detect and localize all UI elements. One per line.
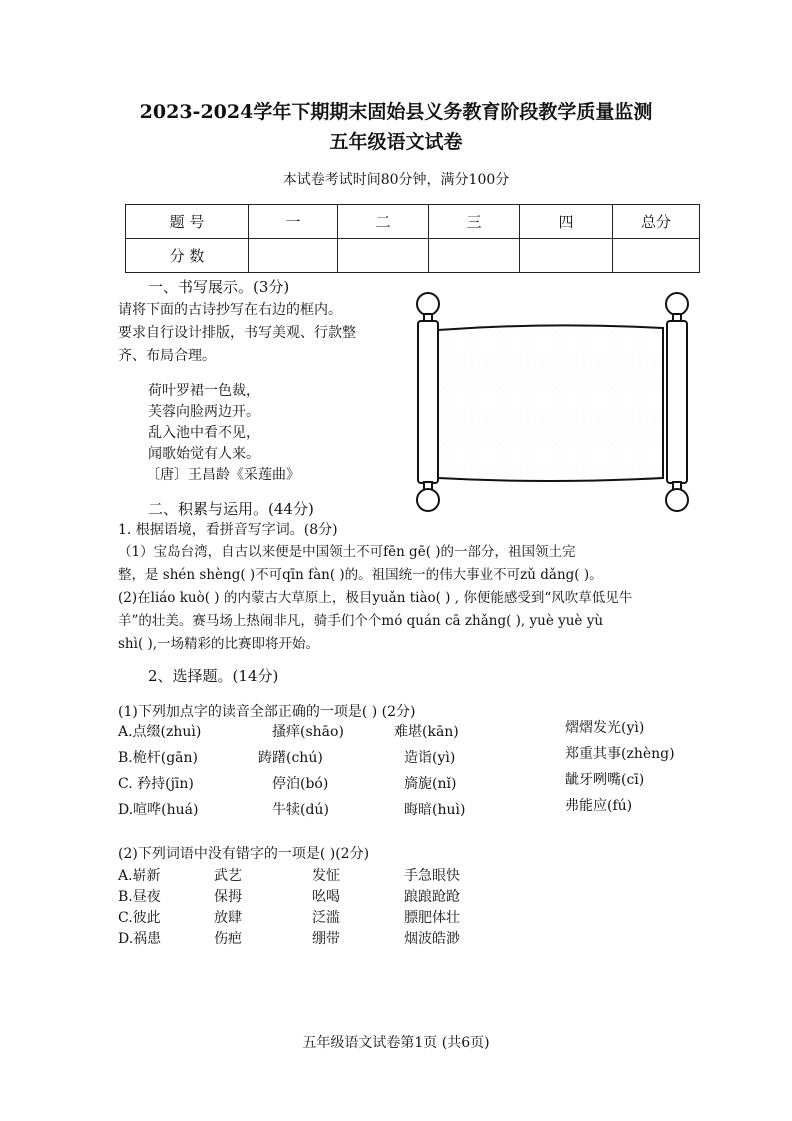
scroll-writing-box[interactable] <box>408 288 700 516</box>
poem-attribution: 〔唐〕王昌龄《采莲曲》 <box>146 467 300 483</box>
option-b-word1: B.昼夜 <box>118 889 161 905</box>
instruction-line: 请将下面的古诗抄写在右边的框内。 <box>118 302 342 318</box>
table-cell: 分 数 <box>126 239 249 273</box>
option-c-word4: 膘肥体壮 <box>404 910 460 926</box>
option-b-word4: 郑重其事(zhèng) <box>565 746 675 762</box>
score-table-score-row <box>126 239 700 273</box>
scroll-right-roller <box>666 293 688 511</box>
score-input-cell[interactable] <box>249 239 338 273</box>
question1-line: （1）宝岛台湾，自古以来便是中国领土不可fēn gē( )的一部分，祖国领土完 <box>118 544 576 560</box>
exam-title: 2023-2024学年下期期末固始县义务教育阶段教学质量监测 <box>139 101 653 123</box>
option-d-word1: D.祸患 <box>118 931 162 947</box>
question2-title: 2、选择题。(14分) <box>148 667 279 685</box>
poem-line: 乱入池中看不见， <box>148 425 260 441</box>
score-input-cell[interactable] <box>520 239 613 273</box>
option-c-word2: 停泊(bó) <box>272 776 329 792</box>
option-a-word4: 手急眼快 <box>404 868 460 884</box>
page-footer: 五年级语文试卷第1页 (共6页) <box>302 1035 490 1051</box>
poem-line: 芙蓉向脸两边开。 <box>148 404 260 420</box>
option-c-word1: C.彼此 <box>118 910 161 926</box>
poem-line: 闻歌始觉有人来。 <box>148 446 260 462</box>
option-d-word4: 烟波皓渺 <box>404 931 460 947</box>
option-a-word2: 武艺 <box>214 868 242 884</box>
option-b-word1: B.桅杆(gān) <box>118 750 198 766</box>
option-b-word2: 踌躇(chú) <box>258 750 323 766</box>
option-c-word3: 泛滥 <box>312 910 340 926</box>
option-b-word3: 吆喝 <box>312 889 340 905</box>
score-input-cell[interactable] <box>613 239 700 273</box>
exam-info: 本试卷考试时间80分钟，满分100分 <box>282 172 510 188</box>
option-c-word1: C. 矜持(jīn) <box>118 776 194 792</box>
option-b-word2: 保拇 <box>214 889 242 905</box>
table-cell: 一 <box>249 205 338 239</box>
question1-title: 1. 根据语境，看拼音写字词。(8分) <box>118 522 338 538</box>
option-a-word3: 难堪(kān) <box>394 724 459 740</box>
exam-subtitle: 五年级语文试卷 <box>329 131 463 153</box>
option-a-word1: A.点缀(zhuì) <box>118 724 202 740</box>
option-d-word1: D.喧哗(huá) <box>118 802 199 818</box>
section2-heading: 二、积累与运用。(44分) <box>148 500 314 518</box>
poem-line: 荷叶罗裙一色裁， <box>148 383 260 399</box>
question1-line: 整，是 shén shèng( )不可qīn fàn( )的。祖国统一的伟大事业不可zǔ dǎng( )。 <box>118 567 603 583</box>
question2-2-stem: (2)下列词语中没有错字的一项是( )(2分) <box>118 846 370 862</box>
option-a-word3: 发怔 <box>312 868 340 884</box>
score-table-header-row <box>126 205 700 239</box>
scroll-left-roller <box>417 293 439 511</box>
section1-heading: 一、书写展示。(3分) <box>148 278 290 296</box>
option-d-word4: 弗能应(fú) <box>565 798 633 814</box>
option-a-word4: 熠熠发光(yì) <box>565 720 645 736</box>
table-cell: 题 号 <box>126 205 249 239</box>
score-table <box>125 204 700 273</box>
option-d-word2: 牛犊(dú) <box>272 802 329 818</box>
table-cell: 四 <box>520 205 613 239</box>
option-a-word1: A.崭新 <box>118 868 161 884</box>
question1-line: shì( ),一场精彩的比赛即将开始。 <box>118 636 320 652</box>
option-d-word2: 伤疤 <box>214 931 242 947</box>
table-cell: 总分 <box>613 205 700 239</box>
option-b-word4: 踉踉跄跄 <box>404 889 460 905</box>
option-b-word3: 造诣(yì) <box>404 750 456 766</box>
question1-line: 羊”的壮美。赛马场上热闹非凡，骑手们个个mó quán cā zhǎng( ), yuè yuè yù <box>118 613 604 629</box>
table-cell: 二 <box>338 205 429 239</box>
table-cell: 三 <box>429 205 520 239</box>
option-d-word3: 晦暗(huì) <box>404 802 466 818</box>
score-input-cell[interactable] <box>338 239 429 273</box>
option-c-word3: 旖旎(nǐ) <box>404 776 457 792</box>
score-input-cell[interactable] <box>429 239 520 273</box>
instruction-line: 齐、布局合理。 <box>118 348 216 364</box>
question2-1-stem: (1)下列加点字的读音全部正确的一项是( ) (2分) <box>118 704 416 720</box>
instruction-line: 要求自行设计排版，书写美观、行款整 <box>118 325 356 341</box>
option-d-word3: 绷带 <box>312 931 340 947</box>
option-a-word2: 搔痒(shāo) <box>272 724 344 740</box>
option-c-word4: 龇牙咧嘴(cī) <box>565 772 645 788</box>
question1-line: (2)在liáo kuò( ) 的内蒙古大草原上，极目yuǎn tiào( ) , 你便能感受到“风吹草低见牛 <box>118 590 633 606</box>
option-c-word2: 放肆 <box>214 910 242 926</box>
